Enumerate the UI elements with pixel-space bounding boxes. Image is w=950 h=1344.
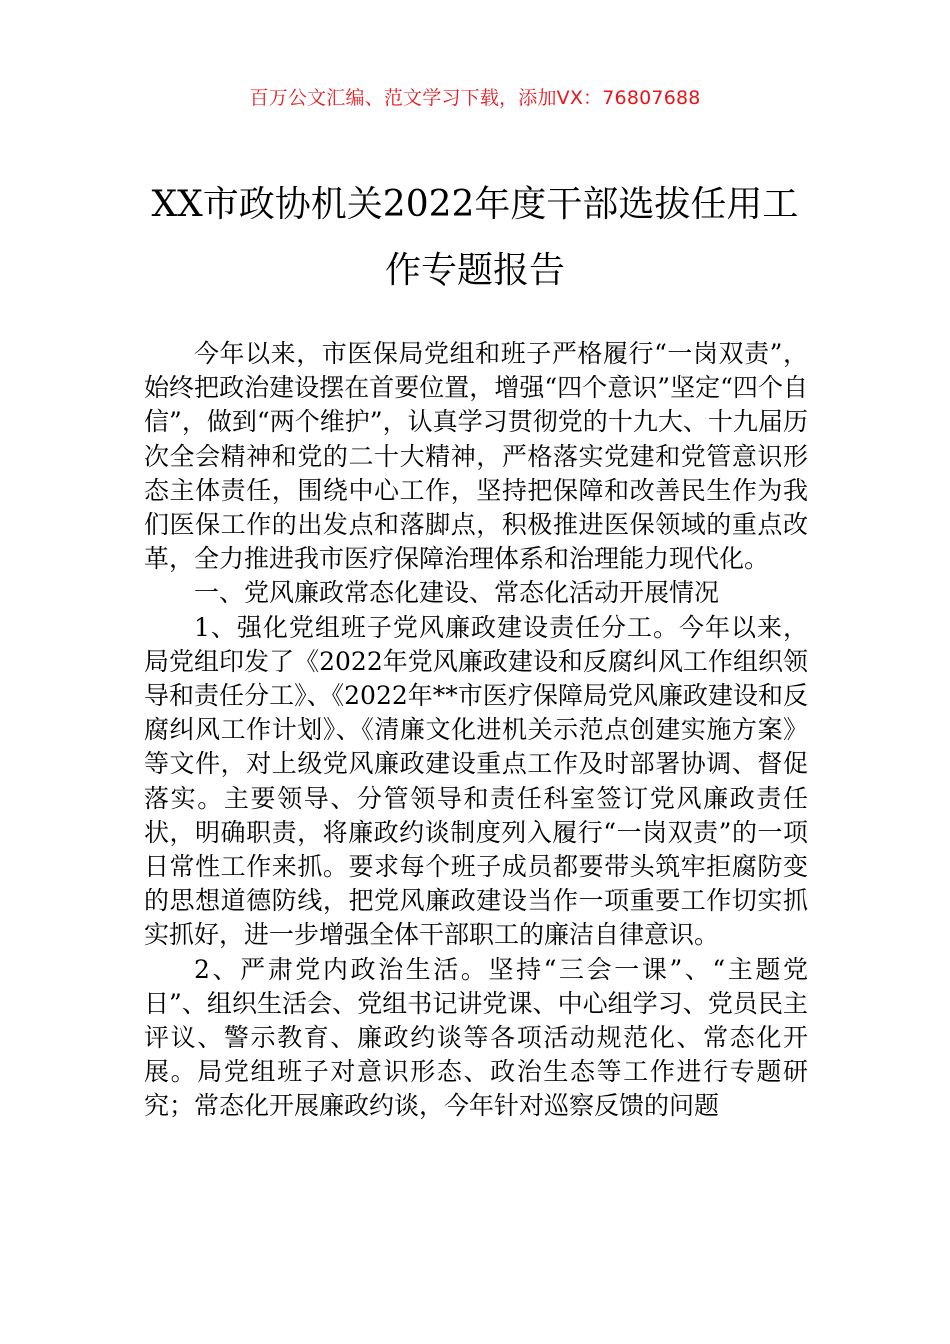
- section-heading-1: 一、党风廉政常态化建设、常态化活动开展情况: [194, 578, 720, 608]
- paragraph-item-1: 1、强化党组班子党风廉政建设责任分工。今年以来，局党组印发了《2022年党风廉政建设和反腐纠风工作组织领导和责任分工》、《2022年**市医疗保障局党风廉政建设和反腐纠风工作计划》、《清廉文化进机关示范点创建实施方案》等文件，对上级党风廉政建设重点工作及时部署协调、督促落实。主要领导、分管领导和责任科室签订党风廉政责任状，明确职责，将廉政约谈制度列入履行“一岗双责”的一项日常性工作来抓。要求每个班子成员都要带头筑牢拒腐防变的思想道德防线，把党风廉政建设当作一项重要工作切实抓实抓好，进一步增强全体干部职工的廉洁自律意识。: [144, 612, 808, 950]
- document-title-line-1: XX市政协机关2022年度干部选拔任用工: [151, 184, 799, 225]
- document-title-line-2: 作专题报告: [384, 250, 565, 291]
- paragraph-intro: 今年以来，市医保局党组和班子严格履行“一岗双责”，始终把政治建设摆在首要位置，增强“四个意识”坚定“四个自信”，做到“两个维护”，认真学习贯彻党的十九大、十九届历次全会精神和党的二十大精神，严格落实党建和党管意识形态主体责任，围绕中心工作，坚持把保障和改善民生作为我们医保工作的出发点和落脚点，积极推进医保领域的重点改革，全力推进我市医疗保障治理体系和治理能力现代化。: [144, 339, 808, 574]
- document-body: [144, 337, 808, 1124]
- paragraph-item-2: 2、严肃党内政治生活。坚持“三会一课”、“主题党日”、组织生活会、党组书记讲党课、中心组学习、党员民主评议、警示教育、廉政约谈等各项活动规范化、常态化开展。局党组班子对意识形态、政治生态等工作进行专题研究；常态化开展廉政约谈，今年针对巡察反馈的问题: [144, 954, 808, 1121]
- header-banner: 百万公文汇编、范文学习下载，添加VX：76807688: [249, 87, 701, 109]
- document-title: [120, 172, 830, 304]
